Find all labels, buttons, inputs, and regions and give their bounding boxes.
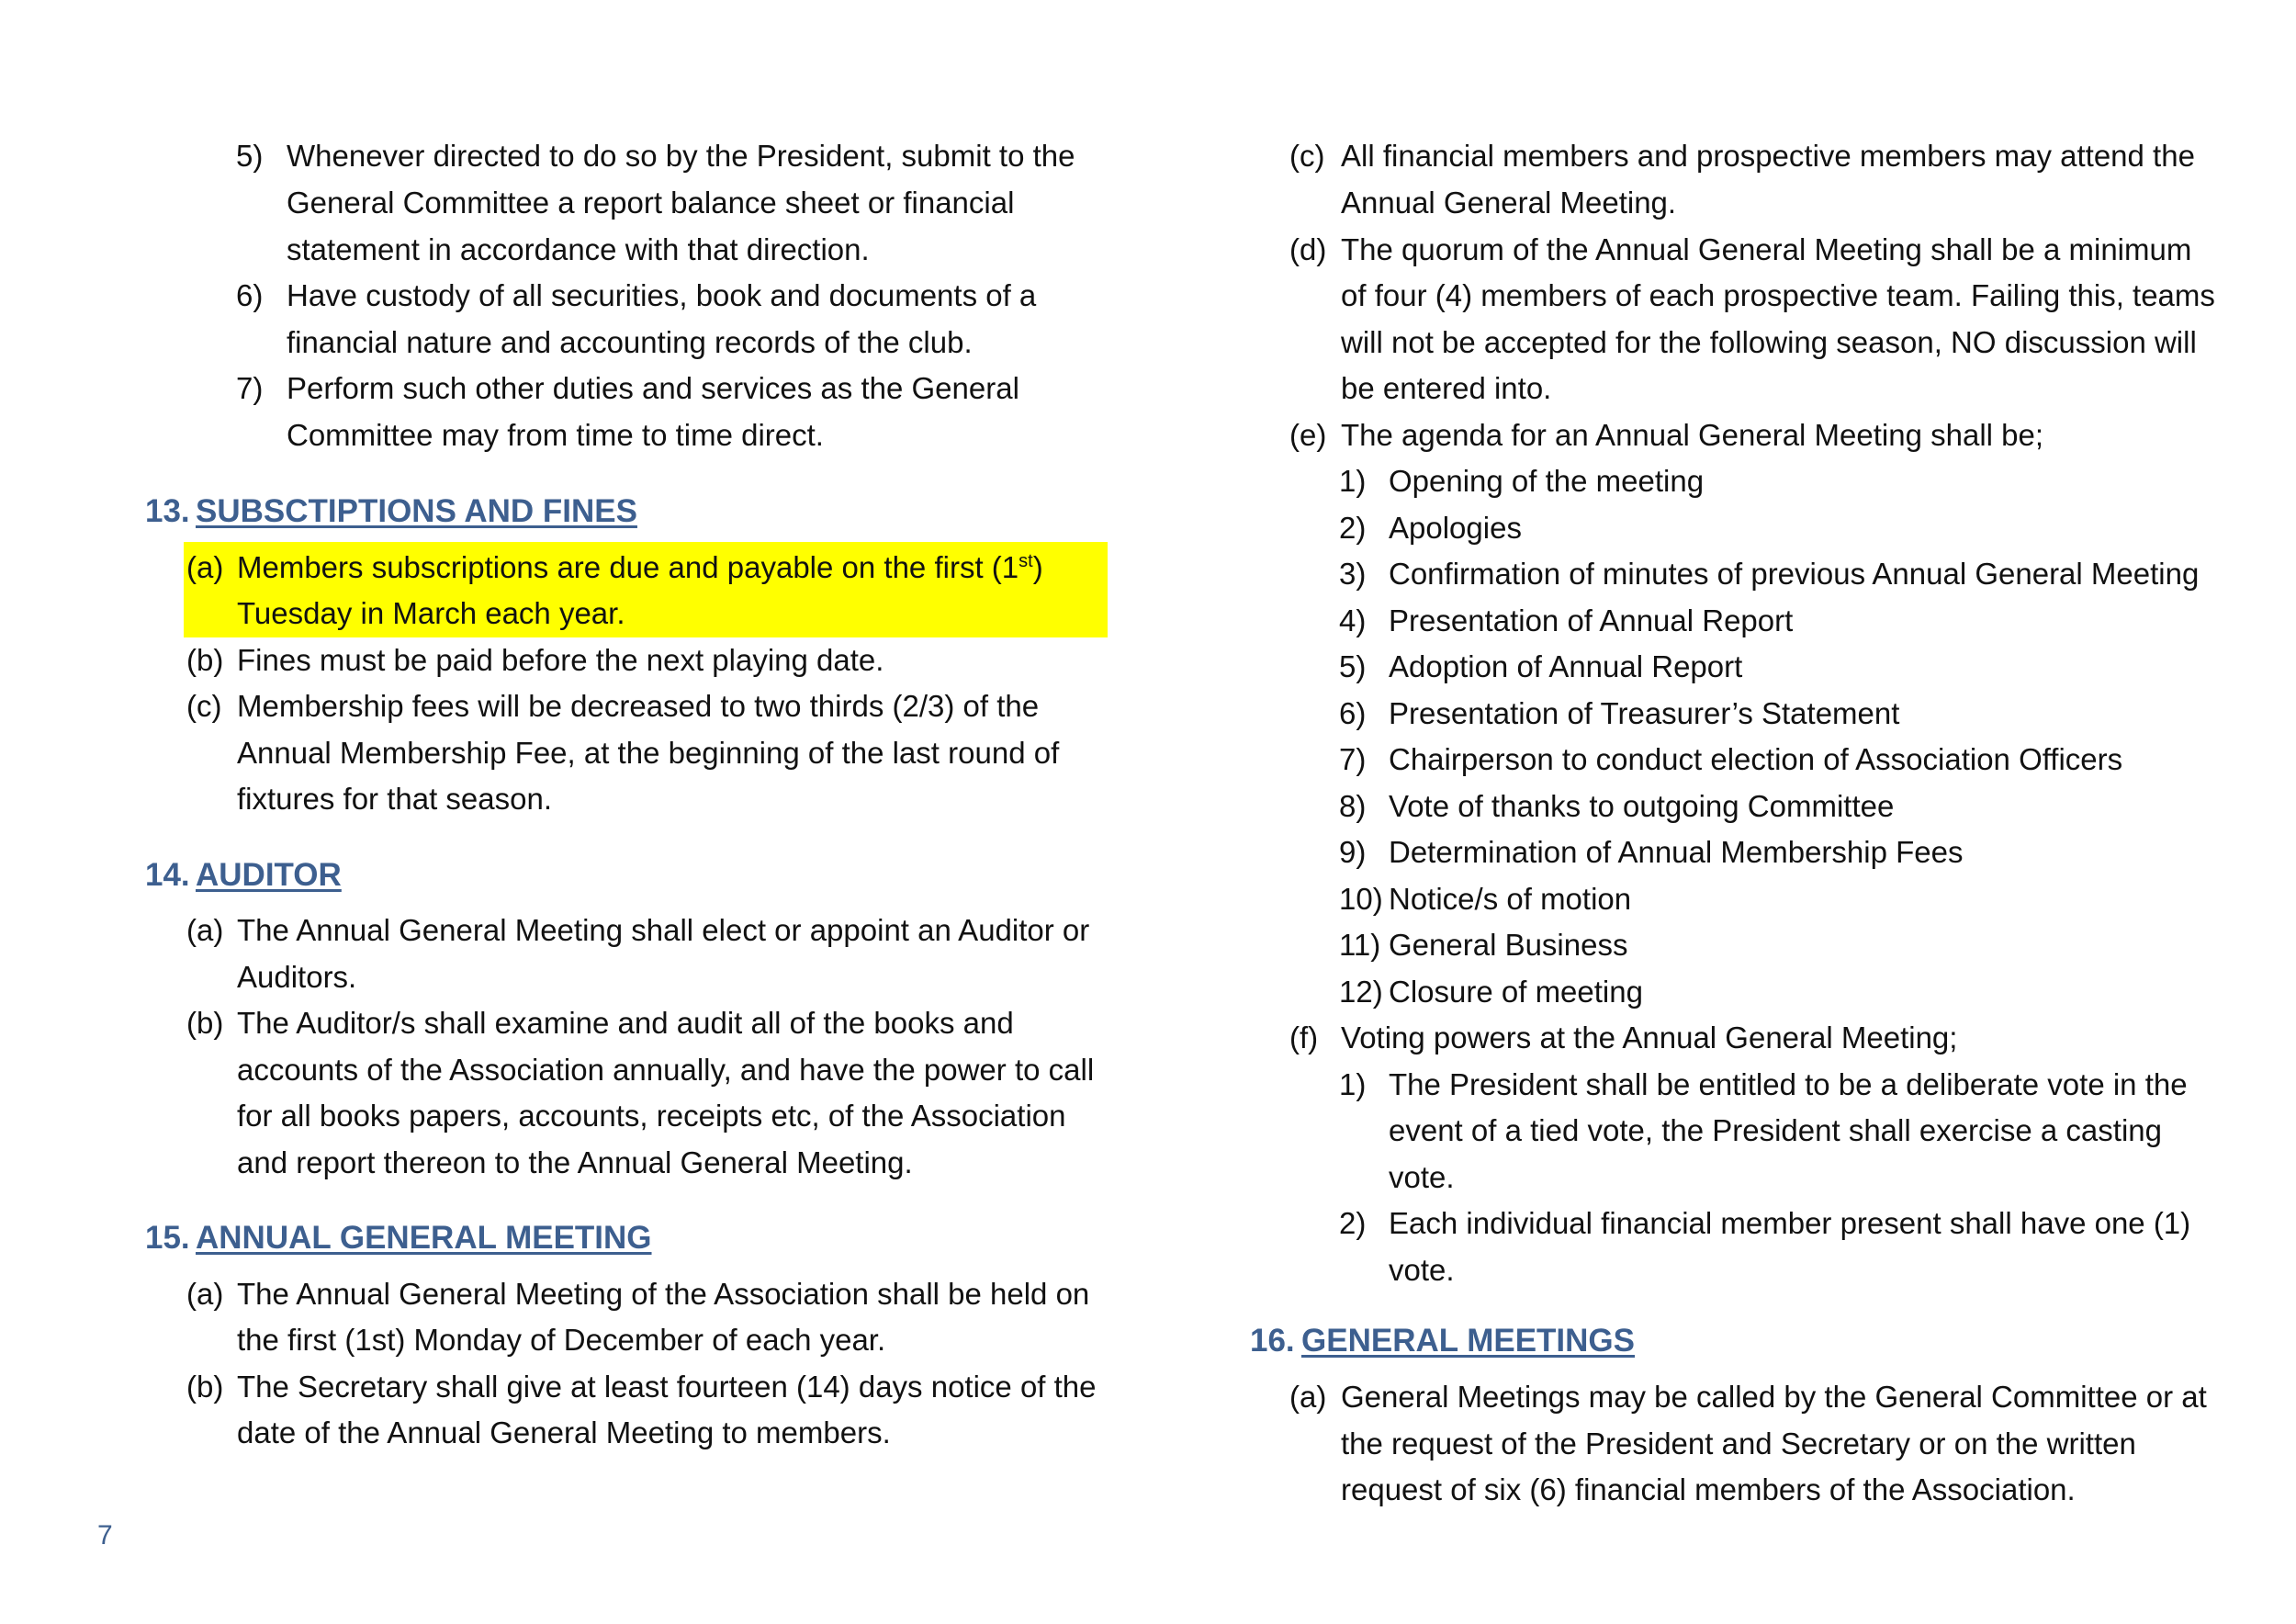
item-label: (a) [186,1277,224,1311]
item-label: (b) [186,1370,224,1404]
section-number: 15. [145,1220,190,1256]
section-title: ANNUAL GENERAL MEETING [196,1220,652,1256]
item-text: be entered into. [1341,371,1552,405]
item-text: vote. [1389,1160,1455,1194]
item-text: All financial members and prospective members may attend the [1341,139,2195,173]
page-number: 7 [97,1520,113,1551]
item-text: The quorum of the Annual General Meeting shall be a minimum [1341,232,2192,266]
item-label: (e) [1289,418,1327,452]
section-number: 14. [145,857,190,893]
item-number: 7) [236,371,264,405]
item-label: (a) [186,913,224,947]
section-number: 13. [145,493,190,529]
section-title: GENERAL MEETINGS [1301,1323,1636,1359]
item-text: Tuesday in March each year. [237,596,625,630]
item-text: Fines must be paid before the next playing date. [237,643,884,677]
item-text: date of the Annual General Meeting to members. [237,1415,891,1449]
item-number: 5) [236,139,264,173]
item-text: the request of the President and Secretary or on the written [1341,1427,2136,1460]
item-text: statement in accordance with that direction. [287,232,870,266]
item-text: financial nature and accounting records of the club. [287,325,973,359]
item-text: Committee may from time to time direct. [287,418,824,452]
section-title: SUBSCTIPTIONS AND FINES [196,493,637,529]
item-text: request of six (6) financial members of the Association. [1341,1472,2076,1506]
item-text: Whenever directed to do so by the President, submit to the [287,139,1075,173]
item-text: Voting powers at the Annual General Meeting; [1341,1021,1958,1054]
item-label: (c) [186,689,222,723]
item-text: Annual General Meeting. [1341,186,1677,220]
item-label: (c) [1289,139,1325,173]
item-text: The agenda for an Annual General Meeting shall be; [1341,418,2044,452]
item-number: 6) [236,278,264,312]
item-label: (f) [1289,1021,1319,1054]
item-text: fixtures for that season. [237,782,553,816]
item-label: (d) [1289,232,1327,266]
item-text: Membership fees will be decreased to two thirds (2/3) of the [237,689,1040,723]
item-text: The Annual General Meeting shall elect or appoint an Auditor or [237,913,1090,947]
item-text: The Secretary shall give at least fourteen (14) days notice of the [237,1370,1097,1404]
item-text: Members subscriptions are due and payable on the first (1st) [237,550,1043,584]
section-title: AUDITOR [196,857,342,893]
item-text: and report thereon to the Annual General Meeting. [237,1145,913,1179]
section-number: 16. [1250,1323,1295,1359]
item-text: Have custody of all securities, book and documents of a [287,278,1037,312]
item-text: Perform such other duties and services as the General [287,371,1019,405]
item-label: (b) [186,643,224,677]
item-text: The Annual General Meeting of the Association shall be held on [237,1277,1090,1311]
item-label: (a) [1289,1380,1327,1414]
item-text: will not be accepted for the following season, NO discussion will [1341,325,2197,359]
item-text: event of a tied vote, the President shall exercise a casting [1389,1113,2162,1147]
item-text: for all books papers, accounts, receipts etc, of the Association [237,1099,1066,1133]
item-text: of four (4) members of each prospective team. Failing this, teams [1341,278,2215,312]
item-text: Auditors. [237,960,357,994]
item-text: The Auditor/s shall examine and audit all of the books and [237,1006,1014,1040]
item-text: the first (1st) Monday of December of each year. [237,1323,886,1357]
item-label: (a) [186,550,224,584]
item-text: Annual Membership Fee, at the beginning of the last round of [237,736,1060,770]
item-text: vote. [1389,1253,1455,1287]
item-text: accounts of the Association annually, and have the power to call [237,1053,1095,1087]
item-text: General Meetings may be called by the General Committee or at [1341,1380,2207,1414]
item-text: General Committee a report balance sheet or financial [287,186,1015,220]
item-label: (b) [186,1006,224,1040]
